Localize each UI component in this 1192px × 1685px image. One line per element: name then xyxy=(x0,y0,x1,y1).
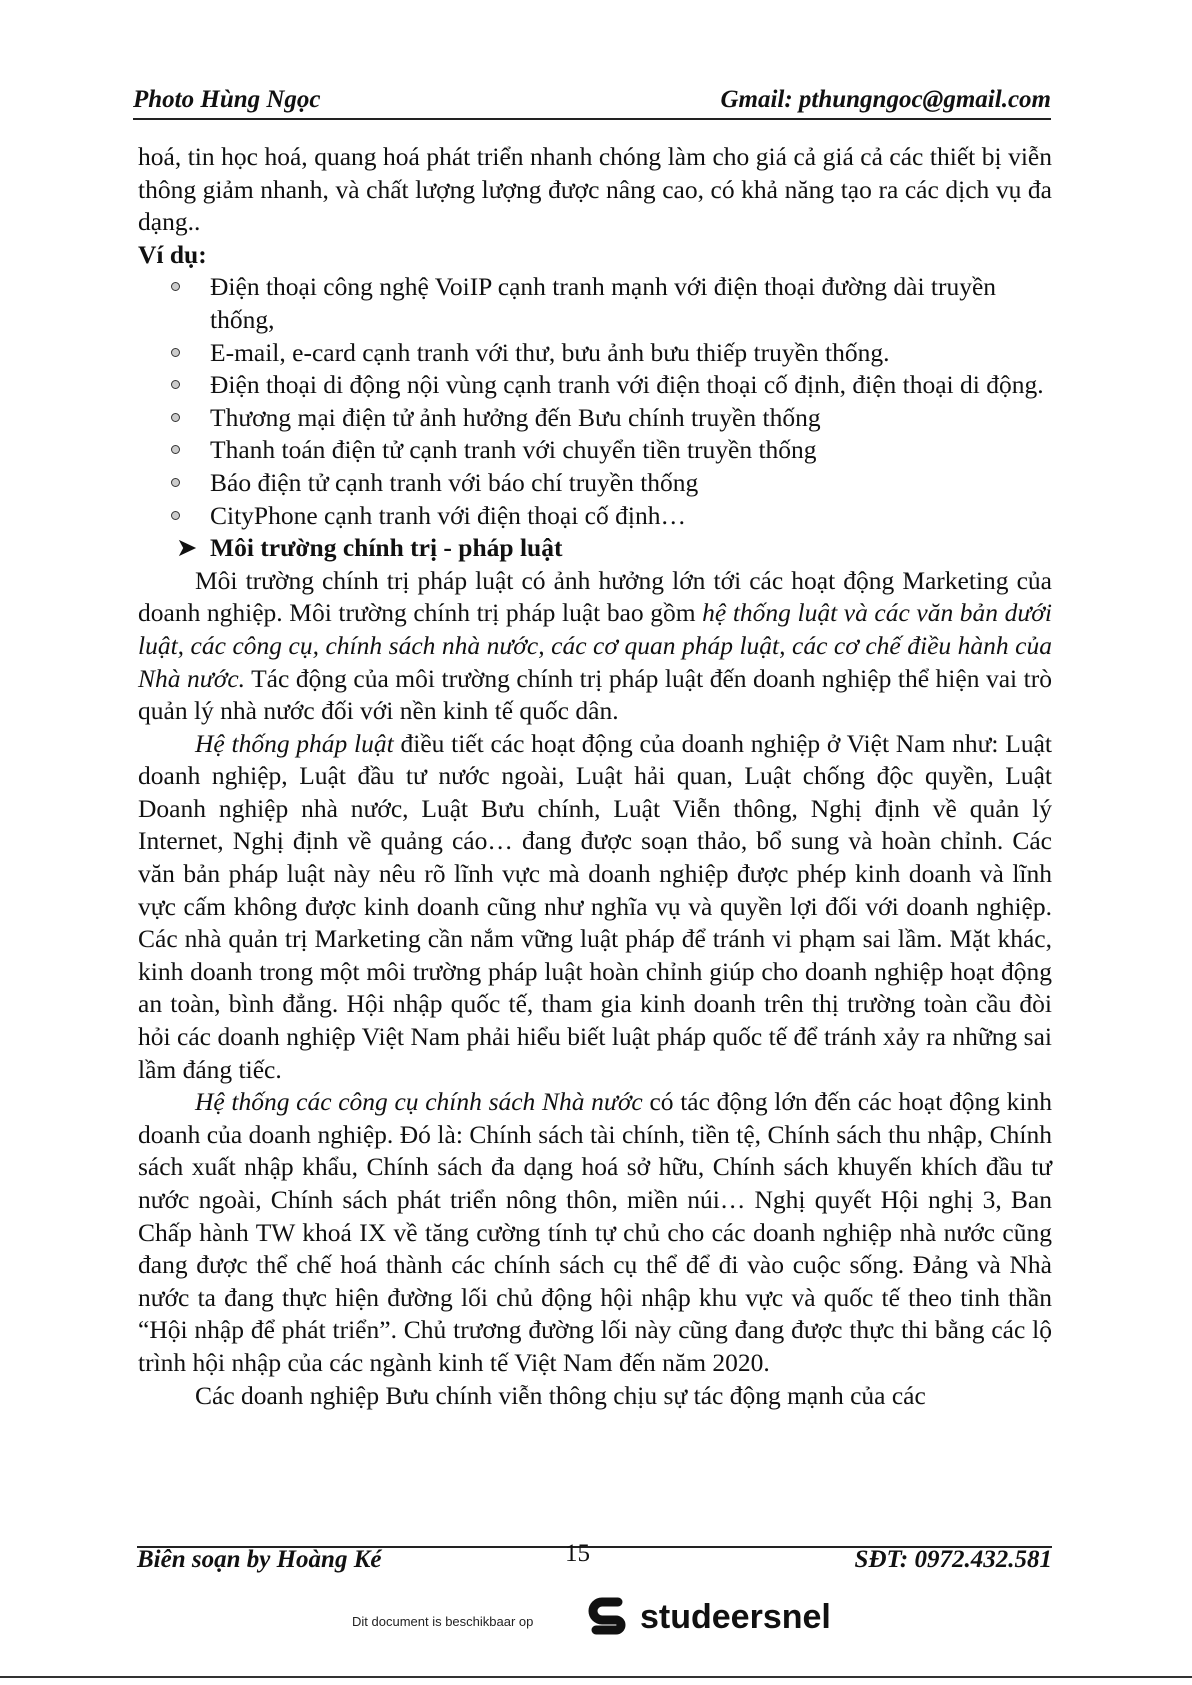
header-left-text: Photo Hùng Ngọc xyxy=(133,86,321,113)
bottom-rule xyxy=(0,1676,1192,1678)
page-number: 15 xyxy=(565,1540,590,1567)
paragraph-policy-tools: Hệ thống các công cụ chính sách Nhà nước có tác động lớn đến các hoạt động kinh doanh của doanh nghiệp. Đó là: Chính sách tài chính, tiền tệ, Chính sách thu nhập, Chính sách xuất nhập khẩu, Chính sách đa dạng hoá sở hữu, Chính sách khuyến khích đầu tư nước ngoài, Chính sách phát triển nông thôn, miền núi… Nghị quyết Hội nghị 3, Ban Chấp hành TW khoá IX về tăng cường tính tự chủ cho các doanh nghiệp nhà nước cũng đang được thể chế hoá thành các chính sách cụ thể để đi vào cuộc sống. Đảng và Nhà nước ta đang thực hiện đường lối chủ động hội nhập khu vực và quốc tế theo tinh thần “Hội nhập để phát triển”. Chủ trương đường lối này cũng đang được thực thi bằng các lộ trình hội nhập của các ngành kinh tế Việt Nam đến năm 2020. xyxy=(138,1087,1052,1377)
footer-phone: SĐT: 0972.432.581 xyxy=(854,1546,1052,1573)
list-item: Thương mại điện tử ảnh hưởng đến Bưu chính truyền thống xyxy=(138,402,1052,435)
example-label: Ví dụ: xyxy=(138,239,207,269)
bullet-icon xyxy=(171,348,180,357)
paragraph-legal-system: Hệ thống pháp luật điều tiết các hoạt động của doanh nghiệp ở Việt Nam như: Luật doanh nghiệp, Luật đầu tư nước ngoài, Luật hải quan, Luật chống độc quyền, Luật Doanh nghiệp nhà nước, Luật Bưu chính, Luật Viễn thông, Nghị định về quản lý Internet, Nghị định về quảng cáo… đang được soạn thảo, bổ sung và hoàn chỉnh. Các văn bản pháp luật này nêu rõ lĩnh vực mà doanh nghiệp được phép kinh doanh và lĩnh vực cấm không được kinh doanh cũng như nghĩa vụ và quyền lợi đối với doanh nghiệp. Các nhà quản trị Marketing cần nắm vững luật pháp để tránh vi phạm sai lầm. Mặt khác, kinh doanh trong một môi trường pháp luật hoàn chỉnh giúp cho doanh nghiệp hoạt động an toàn, bình đẳng. Hội nhập quốc tế, tham gia kinh doanh trên thị trường toàn cầu đòi hỏi các doanh nghiệp Việt Nam phải hiểu biết luật pháp quốc tế để tránh xảy ra những sai lầm đáng tiếc. xyxy=(138,728,1052,1084)
bullet-icon xyxy=(171,478,180,487)
studeersnel-logo-icon xyxy=(588,1596,630,1640)
paragraph-political-environment: Môi trường chính trị pháp luật có ảnh hưởng lớn tới các hoạt động Marketing của doanh nghiệp. Môi trường chính trị pháp luật bao gồm hệ thống luật và các văn bản dưới luật, các công cụ, chính sách nhà nước, các cơ quan pháp luật, các cơ chế điều hành của Nhà nước. Tác động của môi trường chính trị pháp luật đến doanh nghiệp thể hiện vai trò quản lý nhà nước đối với nền kinh tế quốc dân. xyxy=(138,565,1053,726)
list-item: Thanh toán điện tử cạnh tranh với chuyển tiền truyền thống xyxy=(138,434,1052,467)
header-email: Gmail: pthungngoc@gmail.com xyxy=(720,86,1051,113)
list-item: Điện thoại công nghệ VoiIP cạnh tranh mạnh với điện thoại đường dài truyền thống, xyxy=(138,271,1052,336)
bullet-icon xyxy=(171,445,180,454)
intro-paragraph: hoá, tin học hoá, quang hoá phát triển nhanh chóng làm cho giá cả giá cả các thiết bị viễn thông giảm nhanh, và chất lượng lượng được nâng cao, có khả năng tạo ra các dịch vụ đa dạng.. xyxy=(138,142,1052,237)
list-item: Điện thoại di động nội vùng cạnh tranh với điện thoại cố định, điện thoại di động. xyxy=(138,369,1052,402)
bullet-icon xyxy=(171,380,180,389)
studeersnel-wordmark: studeersnel xyxy=(640,1598,831,1636)
footer-author: Biên soạn by Hoàng Ké xyxy=(137,1546,382,1573)
list-item: CityPhone cạnh tranh với điện thoại cố định… xyxy=(138,500,1052,533)
section-heading-text: Môi trường chính trị - pháp luật xyxy=(210,533,563,563)
list-item: Báo điện tử cạnh tranh với báo chí truyền thống xyxy=(138,467,1052,500)
page-header xyxy=(133,82,1051,120)
example-list xyxy=(138,271,1052,532)
page-footer xyxy=(137,1540,1052,1584)
list-item: E-mail, e-card cạnh tranh với thư, bưu ảnh bưu thiếp truyền thống. xyxy=(138,337,1052,370)
paragraph-postal-telecom: Các doanh nghiệp Bưu chính viễn thông chịu sự tác động mạnh của các xyxy=(195,1380,926,1410)
bullet-icon xyxy=(171,282,180,291)
watermark-note: Dit document is beschikbaar op xyxy=(352,1614,534,1629)
document-body xyxy=(138,141,1052,1412)
bullet-icon xyxy=(171,511,180,520)
arrow-bullet-icon: ➤ xyxy=(176,533,198,563)
bullet-icon xyxy=(171,413,180,422)
section-heading xyxy=(138,532,1052,565)
